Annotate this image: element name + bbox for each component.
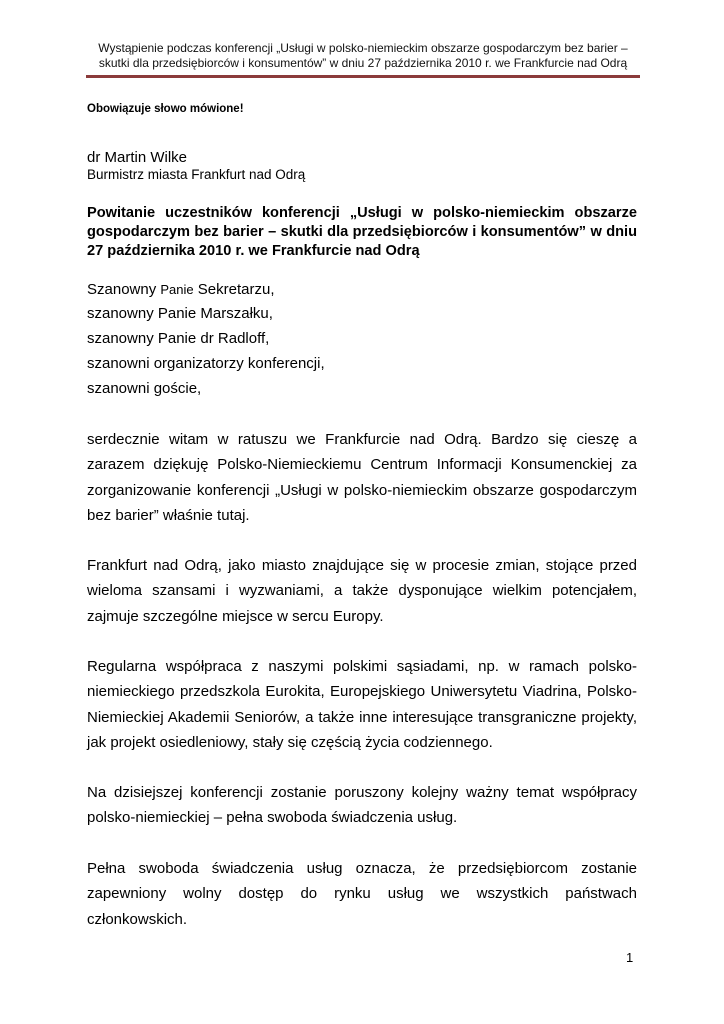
paragraph-frankfurt: Frankfurt nad Odrą, jako miasto znajdujące się w procesie zmian, stojące przed wieloma szansami i wyzwaniami, a także dysponujące wielkim potencjałem, zajmuje szczególne miejsce w sercu Europy. <box>87 557 637 625</box>
author-name: dr Martin Wilke <box>87 149 188 166</box>
greeting-line: szanowny Panie Marszałku, <box>87 305 273 322</box>
speech-title: Powitanie uczestników konferencji „Usługi w polsko-niemieckim obszarze gospodarczym bez barier – skutki dla przedsiębiorców i konsumentów” w dniu 27 października 2010 r. we Frankfurcie nad Odrą <box>87 205 637 259</box>
greeting-text: Sekretarzu, <box>193 281 275 298</box>
greeting-line: szanowni goście, <box>87 380 202 397</box>
page-number: 1 <box>626 950 634 965</box>
header-line-1: Wystąpienie podczas konferencji „Usługi w polsko-niemieckim obszarze gospodarczym bez barier – <box>98 41 628 55</box>
running-header <box>70 41 656 71</box>
paragraph-conference-topic: Na dzisiejszej konferencji zostanie poruszony kolejny ważny temat współpracy polsko-niemieckiej – pełna swoboda świadczenia usług. <box>87 784 637 827</box>
author-title: Burmistrz miasta Frankfurt nad Odrą <box>87 167 306 182</box>
greeting-line: szanowny Panie dr Radloff, <box>87 330 270 347</box>
greeting-line: szanowni organizatorzy konferencji, <box>87 355 325 372</box>
header-line-2: skutki dla przedsiębiorców i konsumentów” w dniu 27 października 2010 r. we Frankfurcie nad Odrą <box>98 56 628 70</box>
spoken-word-notice: Obowiązuje słowo mówione! <box>87 103 244 115</box>
paragraph-service-freedom: Pełna swoboda świadczenia usług oznacza, że przedsiębiorcom zostanie zapewniony wolny dostęp do rynku usług we wszystkich państwach członkowskich. <box>87 860 637 928</box>
header-rule <box>86 75 640 78</box>
greeting-text-small: Panie <box>160 282 194 297</box>
paragraph-cooperation: Regularna współpraca z naszymi polskimi sąsiadami, np. w ramach polsko-niemieckiego przedszkola Eurokita, Europejskiego Uniwersytetu Viadrina, Polsko-Niemieckiej Akademii Seniorów, a także inne interesujące transgraniczne projekty, jak projekt osiedleniowy, stały się częścią życia codziennego. <box>87 658 637 751</box>
greeting-line <box>87 281 275 299</box>
greeting-text: Szanowny <box>87 281 161 298</box>
paragraph-welcome: serdecznie witam w ratuszu we Frankfurcie nad Odrą. Bardzo się cieszę a zarazem dziękuję Polsko-Niemieckiemu Centrum Informacji Konsumenckiej za zorganizowanie konferencji „Usługi w polsko-niemieckim obszarze gospodarczym bez barier” właśnie tutaj. <box>87 431 637 524</box>
